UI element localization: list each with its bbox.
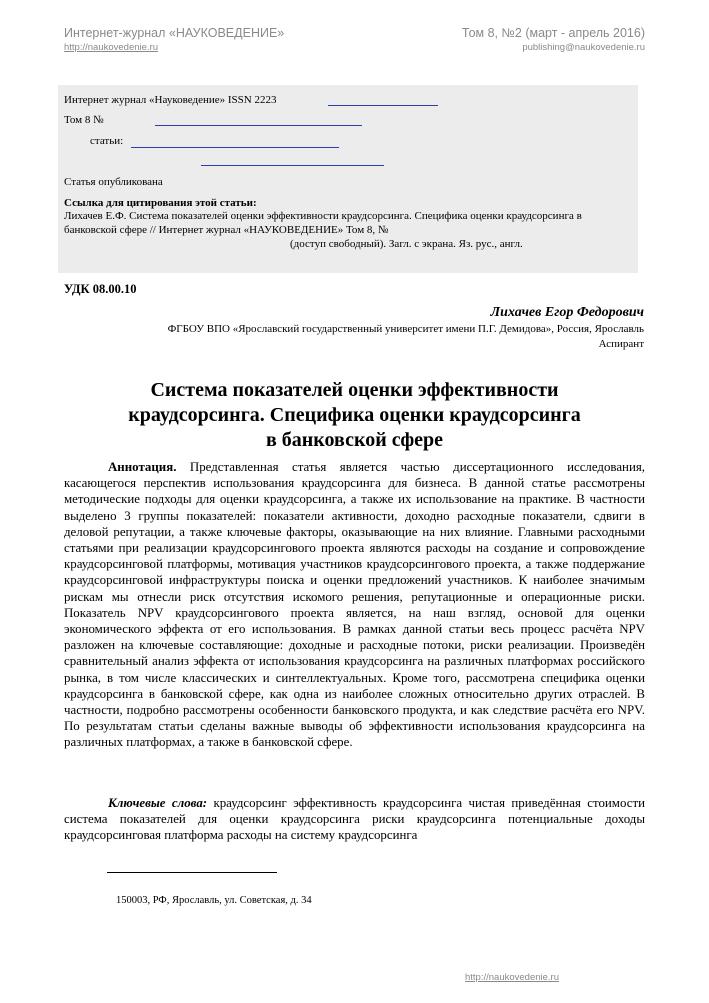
article-title bbox=[64, 378, 645, 453]
issue-info: Том 8, №2 (март - апрель 2016) bbox=[461, 26, 645, 40]
author-affiliation: ФГБОУ ВПО «Ярославский государственный университет имени П.Г. Демидова», Россия, Ярославль bbox=[167, 323, 644, 335]
link-blank bbox=[201, 165, 384, 166]
keywords-text: краудсорсинг эффективность краудсорсинга чистая приведённая стоимости система показателей для оценки краудсорсинга риски краудсорсинга потенциальные доходы краудсорсинговая платформа расходы на систему краудсорсинга bbox=[64, 796, 645, 843]
abstract-text: Представленная статья является частью диссертационного исследования, касающегося перспектив использования краудсорсинга для бизнеса. В данной статье рассмотрены методические подходы для оценки краудсорсинга, а также их использование на практике. В частности выделено 3 группы показателей: показатели активности, доходно расходные показатели, сдвиги в деловой репутации, а также ключевые факторы, оказывающие на них влияние. Главными расходными статьями при реализации краудсорсингового проекта являются расходы на создание и сопровождение краудсорсинговой платформы, мотивация участников краудсорсингового проекта, а также поддержание краудсорсинговой инфраструктуры поиска и оценки предложений участников. К наиболее значимым рискам мы отнесли риск отсутствия искомого решения, репутационные и операционные риски. Показатель NPV краудсорсингового проекта является, на наш взгляд, основой для оценки экономического эффекта от его использования. В рамках данной статьи весь процесс расчёта NPV разложен на ключевые составляющие: доходные и расходные потоки, риски реализации. Произведён сравнительный анализ эффекта от использования краудсорсинга на различных платформах российского рынка, в том числе классических и синтеллектуальных. Кроме того, рассмотрена специфика оценки краудсорсинга в банковской сфере, как одна из наиболее сложных относительно других отраслей. В частности, подробно рассмотрены особенности банковского продукта, и как следствие расчёта его NPV. По результатам статьи сделаны важные выводы об эффективности использования краудсорсинга на различных платформах, а также в банковской сфере. bbox=[64, 460, 645, 750]
citation-line-2: банковской сфере // Интернет журнал «НАУКОВЕДЕНИЕ» Том 8, № bbox=[64, 224, 389, 236]
journal-name: Интернет-журнал «НАУКОВЕДЕНИЕ» bbox=[64, 26, 285, 40]
title-line-1: Система показателей оценки эффективности bbox=[150, 379, 559, 401]
title-line-3: в банковской сфере bbox=[265, 429, 444, 451]
article-blank bbox=[131, 147, 339, 148]
footnote-divider bbox=[107, 872, 277, 873]
author-affiliation-block bbox=[44, 322, 644, 352]
title-line-2: краудсорсинга. Специфика оценки краудсорсинга bbox=[128, 404, 581, 426]
citation-line-1: Лихачев Е.Ф. Система показателей оценки эффективности краудсорсинга. Специфика оценки краудсорсинга в bbox=[64, 210, 582, 222]
author-name: Лихачев Егор Федорович bbox=[490, 305, 644, 320]
issue-blank bbox=[155, 125, 362, 126]
article-line: статьи: bbox=[90, 135, 124, 147]
citation-line-3: (доступ свободный). Загл. с экрана. Яз. рус., англ. bbox=[290, 238, 523, 250]
keywords-label: Ключевые слова: bbox=[108, 796, 208, 810]
issn-line: Интернет журнал «Науковедение» ISSN 2223 bbox=[64, 94, 277, 106]
journal-url-link[interactable]: http://naukovedenie.ru bbox=[64, 42, 159, 53]
citation-heading: Ссылка для цитирования этой статьи: bbox=[64, 197, 257, 209]
published-line: Статья опубликована bbox=[64, 176, 163, 188]
abstract-paragraph bbox=[64, 459, 645, 751]
publisher-email[interactable]: publishing@naukovedenie.ru bbox=[522, 42, 645, 53]
udk-code: УДК 08.00.10 bbox=[64, 282, 137, 296]
author-position: Аспирант bbox=[598, 338, 644, 350]
citation-info-box bbox=[58, 85, 638, 273]
footer-url-link[interactable]: http://naukovedenie.ru bbox=[464, 972, 559, 983]
volume-line: Том 8 № bbox=[64, 114, 104, 126]
issn-blank bbox=[328, 105, 438, 106]
page-header bbox=[64, 26, 645, 54]
footnote-address: 150003, РФ, Ярославль, ул. Советская, д. 34 bbox=[116, 895, 312, 906]
abstract-label: Аннотация. bbox=[108, 460, 177, 474]
keywords-paragraph bbox=[64, 795, 645, 844]
